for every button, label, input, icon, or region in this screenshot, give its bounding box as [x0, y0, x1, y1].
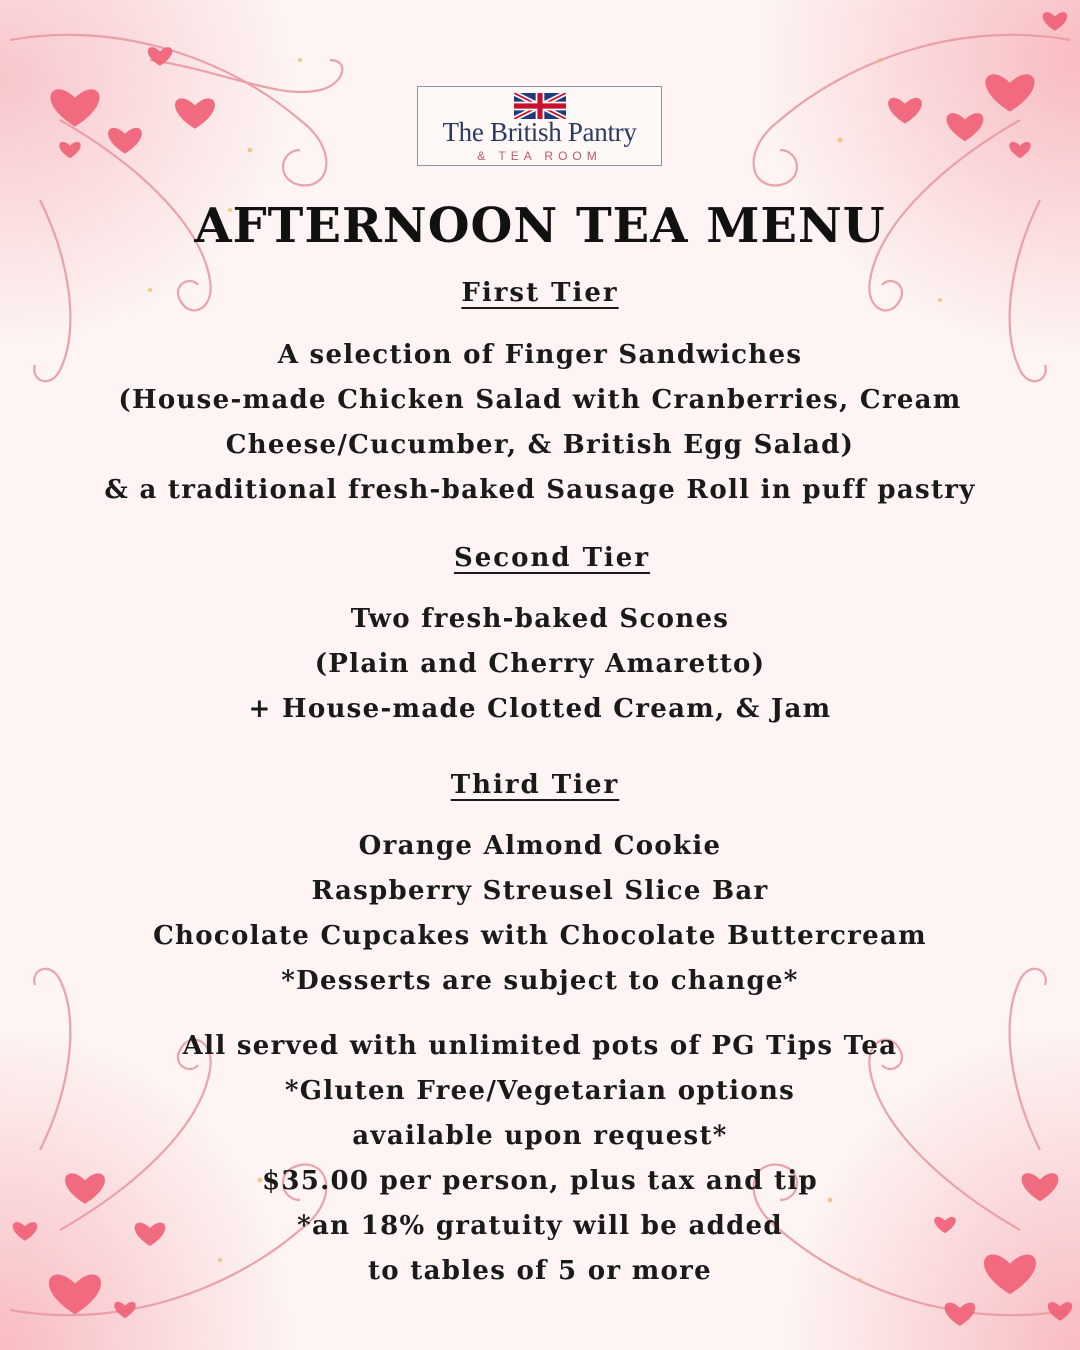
- tier-item: Cheese/Cucumber, & British Egg Salad): [225, 430, 855, 460]
- tier-item: Chocolate Cupcakes with Chocolate Buttercream: [153, 921, 927, 951]
- tier-item: & a traditional fresh-baked Sausage Roll in puff pastry: [104, 475, 976, 505]
- union-jack-flag-icon: [514, 93, 566, 119]
- tier-heading-second: Second Tier: [453, 543, 651, 573]
- footer-line: to tables of 5 or more: [367, 1256, 713, 1286]
- tier-item: Two fresh-baked Scones: [350, 604, 730, 634]
- tier-item: + House-made Clotted Cream, & Jam: [248, 694, 832, 724]
- tier-heading-third: Third Tier: [450, 770, 620, 800]
- tier-item: (House-made Chicken Salad with Cranberries, Cream: [118, 385, 962, 415]
- tier-item: Raspberry Streusel Slice Bar: [311, 876, 769, 906]
- tier-item: (Plain and Cherry Amaretto): [314, 649, 766, 679]
- tier-item: Orange Almond Cookie: [358, 831, 722, 861]
- brand-name: The British Pantry: [442, 117, 637, 147]
- menu-title: AFTERNOON TEA MENU: [194, 198, 886, 254]
- tier-item: A selection of Finger Sandwiches: [277, 340, 803, 370]
- brand-logo: [417, 86, 662, 166]
- price-line: $35.00 per person, plus tax and tip: [261, 1166, 819, 1196]
- desserts-note: *Desserts are subject to change*: [281, 966, 799, 996]
- footer-line: *Gluten Free/Vegetarian options: [284, 1076, 796, 1106]
- footer-line: available upon request*: [352, 1121, 728, 1151]
- brand-subtitle: & TEA ROOM: [477, 149, 602, 163]
- tier-heading-first: First Tier: [461, 278, 619, 308]
- footer-line: All served with unlimited pots of PG Tips Tea: [182, 1031, 898, 1061]
- footer-line: *an 18% gratuity will be added: [297, 1211, 783, 1241]
